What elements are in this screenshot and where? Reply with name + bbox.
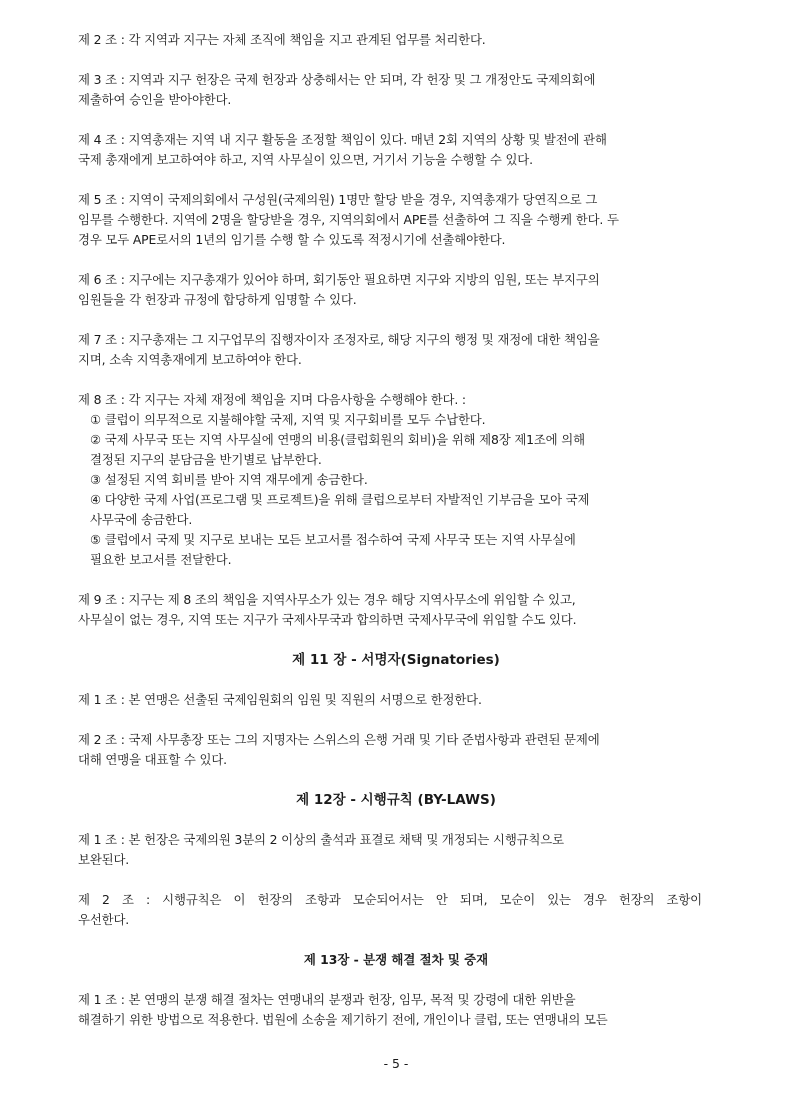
paragraph-gap [78,50,714,70]
text-line: 제 7 조 : 지구총재는 그 지구업무의 집행자이자 조정자로, 해당 지구의 행정 및 재정에 대한 책임을 [78,332,600,347]
text-line: 제 6 조 : 지구에는 지구총재가 있어야 하며, 회기동안 필요하면 지구와 지방의 임원, 또는 부지구의 [78,272,600,287]
text-line: 해결하기 위한 방법으로 적용한다. 법원에 소송을 제기하기 전에, 개인이나 클럽, 또는 연맹내의 모든 [78,1012,608,1027]
paragraph-gap [78,810,714,830]
text-line: 임무를 수행한다. 지역에 2명을 할당받을 경우, 지역의회에서 APE를 선출하여 그 직을 수행케 한다. 두 [78,212,619,227]
list-item-line: ① 클럽이 의무적으로 지불해야할 국제, 지역 및 지구회비를 모두 수납한다. [90,412,486,427]
list-item-line: ④ 다양한 국제 사업(프로그램 및 프로젝트)을 위해 클럽으로부터 자발적인 기부금을 모아 국제 [90,492,590,507]
paragraph-gap [78,770,714,790]
text-line: 제 2 조 : 각 지역과 지구는 자체 조직에 책임을 지고 관계된 업무를 처리한다. [78,32,486,47]
text-line: 제 4 조 : 지역총재는 지역 내 지구 활동을 조정할 책임이 있다. 매년 2회 지역의 상황 및 발전에 관해 [78,132,607,147]
text-line: 제 9 조 : 지구는 제 8 조의 책임을 지역사무소가 있는 경우 해당 지역사무소에 위임할 수 있고, [78,592,576,607]
text-line: 지며, 소속 지역총재에게 보고하여야 한다. [78,352,302,367]
chapter-heading: 제 12장 - 시행규칙 (BY-LAWS) [296,792,496,808]
text-line: 제 2 조 : 시행규칙은 이 헌장의 조항과 모순되어서는 안 되며, 모순이 있는 경우 헌장의 조항이 [78,892,702,907]
paragraph-gap [78,970,714,990]
paragraph-gap [78,670,714,690]
text-line: 우선한다. [78,912,130,927]
paragraph-gap [78,630,714,650]
paragraph-gap [78,110,714,130]
text-line: 대해 연맹을 대표할 수 있다. [78,752,227,767]
list-item-line: ② 국제 사무국 또는 지역 사무실에 연맹의 비용(클럽회원의 회비)을 위해 제8장 제1조에 의해 [90,432,585,447]
document-body [78,30,714,1030]
paragraph-gap [78,310,714,330]
paragraph-gap [78,250,714,270]
chapter-heading: 제 13장 - 분쟁 해결 절차 및 중재 [303,952,489,967]
text-line: 임원들을 각 헌장과 규정에 합당하게 임명할 수 있다. [78,292,357,307]
paragraph-gap [78,930,714,950]
list-item-line: ⑤ 클럽에서 국제 및 지구로 보내는 모든 보고서를 접수하여 국제 사무국 또는 지역 사무실에 [90,532,576,547]
text-line: 제 1 조 : 본 헌장은 국제의원 3분의 2 이상의 출석과 표결로 채택 및 개정되는 시행규칙으로 [78,832,564,847]
text-line: 제 5 조 : 지역이 국제의회에서 구성원(국제의원) 1명만 할당 받을 경우, 지역총재가 당연직으로 그 [78,192,598,207]
chapter-heading: 제 11 장 - 서명자(Signatories) [292,652,500,668]
text-line: 제 1 조 : 본 연맹의 분쟁 해결 절차는 연맹내의 분쟁과 헌장, 임무, 목적 및 강령에 대한 위반을 [78,992,576,1007]
text-line: 국제 총재에게 보고하여야 하고, 지역 사무실이 있으면, 거기서 기능을 수행할 수 있다. [78,152,533,167]
text-line: 제 2 조 : 국제 사무총장 또는 그의 지명자는 스위스의 은행 거래 및 기타 준법사항과 관련된 문제에 [78,732,600,747]
text-line: 제 3 조 : 지역과 지구 헌장은 국제 헌장과 상충해서는 안 되며, 각 헌장 및 그 개정안도 국제의회에 [78,72,596,87]
paragraph-gap [78,870,714,890]
text-line: 경우 모두 APE로서의 1년의 임기를 수행 할 수 있도록 적정시기에 선출해야한다. [78,232,506,247]
text-line: 제 8 조 : 각 지구는 자체 재정에 책임을 지며 다음사항을 수행해야 한다. : [78,392,466,407]
page-number: - 5 - [383,1056,409,1071]
list-item-line: 사무국에 송금한다. [90,512,193,527]
text-line: 보완된다. [78,852,130,867]
paragraph-gap [78,710,714,730]
text-line: 사무실이 없는 경우, 지역 또는 지구가 국제사무국과 합의하면 국제사무국에 위임할 수도 있다. [78,612,577,627]
list-item-line: 결정된 지구의 분담금을 반기별로 납부한다. [90,452,322,467]
paragraph-gap [78,170,714,190]
text-line: 제 1 조 : 본 연맹은 선출된 국제임원회의 임원 및 직원의 서명으로 한정한다. [78,692,482,707]
list-item-line: 필요한 보고서를 전달한다. [90,552,232,567]
paragraph-gap [78,570,714,590]
paragraph-gap [78,370,714,390]
text-line: 제출하여 승인을 받아야한다. [78,92,232,107]
list-item-line: ③ 설정된 지역 회비를 받아 지역 재무에게 송금한다. [90,472,368,487]
